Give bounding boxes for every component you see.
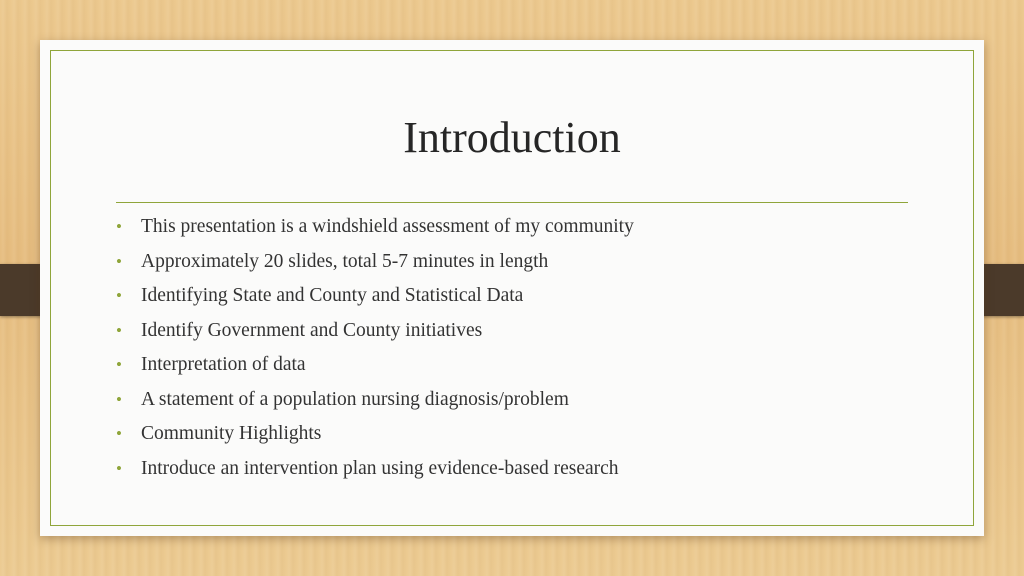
bullet-icon: • xyxy=(116,286,122,305)
title-divider xyxy=(116,202,908,203)
bullet-item xyxy=(116,251,906,286)
bullet-icon: • xyxy=(116,424,122,443)
bullet-text: Interpretation of data xyxy=(141,354,306,375)
bullet-item xyxy=(116,354,906,389)
bullet-item xyxy=(116,458,906,493)
bullet-item xyxy=(116,389,906,424)
bullet-text: Introduce an intervention plan using evidence-based research xyxy=(141,457,619,479)
bullet-icon: • xyxy=(116,355,122,374)
bullet-item xyxy=(116,320,906,355)
bullet-text: This presentation is a windshield assessment of my community xyxy=(141,216,634,237)
bullet-icon: • xyxy=(116,217,122,236)
bullet-item xyxy=(116,216,906,251)
bullet-icon: • xyxy=(116,320,122,340)
bullet-icon: • xyxy=(116,458,122,478)
bullet-icon: • xyxy=(116,251,122,271)
bullet-icon: • xyxy=(116,389,122,409)
bullet-text: A statement of a population nursing diagnosis/problem xyxy=(141,388,569,410)
bullet-text: Identify Government and County initiatives xyxy=(141,319,483,341)
bullet-text: Approximately 20 slides, total 5-7 minutes in length xyxy=(141,250,549,272)
bullet-text: Community Highlights xyxy=(141,423,322,444)
bullet-item xyxy=(116,285,906,320)
bullet-item xyxy=(116,423,906,458)
bullet-list xyxy=(116,216,906,492)
bullet-text: Identifying State and County and Statistical Data xyxy=(141,285,524,306)
slide-title: Introduction xyxy=(403,113,621,162)
